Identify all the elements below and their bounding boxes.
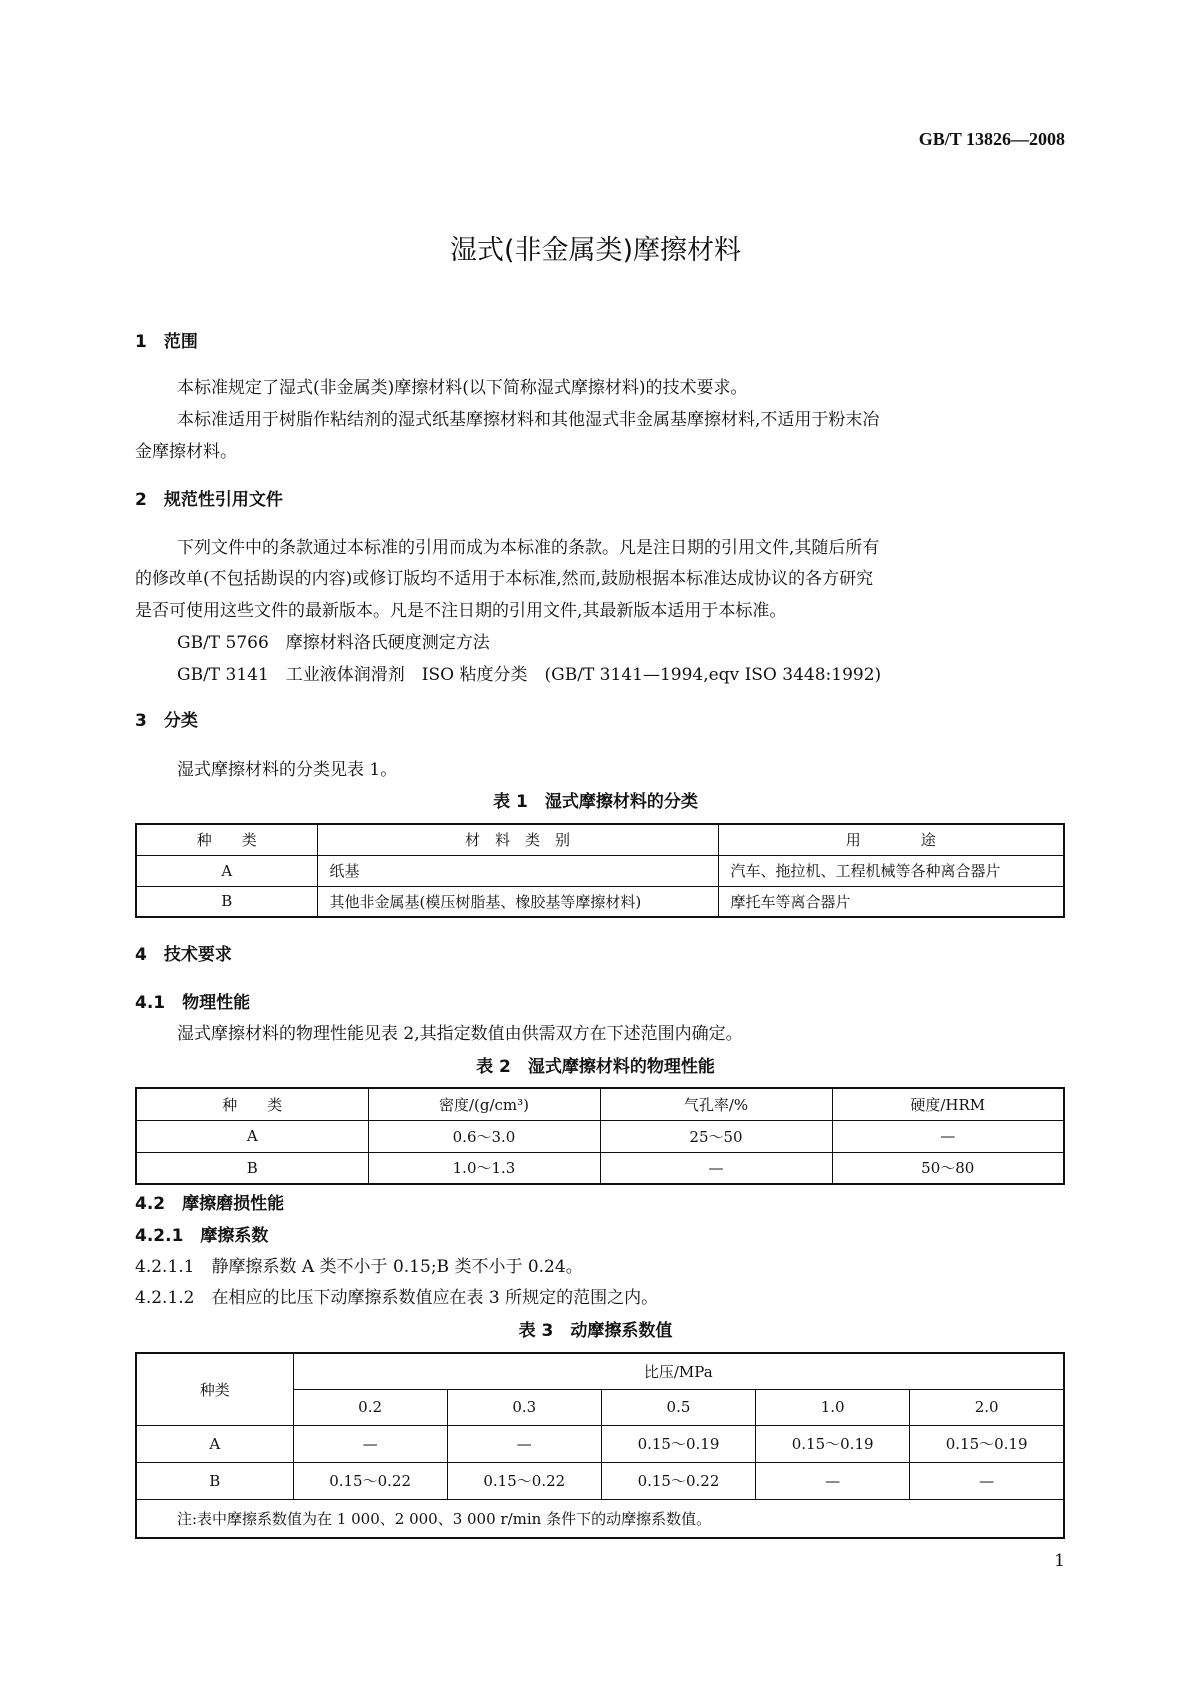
table-cell: 0.15～0.22 <box>293 1462 447 1499</box>
clause-4-2-1-1: 4.2.1.1 静摩擦系数 A 类不小于 0.15;B 类不小于 0.24。 <box>135 1257 583 1277</box>
table-row <box>136 1120 1064 1152</box>
table-cell: — <box>447 1425 601 1462</box>
table-cell: B <box>136 1462 293 1499</box>
table-cell: — <box>600 1152 832 1184</box>
table-row <box>136 886 1064 917</box>
table-note: 注:表中摩擦系数值为在 1 000、2 000、3 000 r/min 条件下的动摩擦系数值。 <box>136 1499 1064 1538</box>
table-cell: 0.15～0.22 <box>447 1462 601 1499</box>
table-header: 0.3 <box>447 1389 601 1425</box>
table-row <box>136 1425 1064 1462</box>
table-header: 种类 <box>136 1353 293 1425</box>
table-header: 种 类 <box>136 824 317 855</box>
table-cell: B <box>136 886 317 917</box>
table-row <box>136 855 1064 886</box>
table-cell: A <box>136 1425 293 1462</box>
table-header: 0.2 <box>293 1389 447 1425</box>
table2-caption: 表 2 湿式摩擦材料的物理性能 <box>476 1057 715 1077</box>
table-cell: — <box>832 1120 1064 1152</box>
table-cell: A <box>136 1120 368 1152</box>
page-number: 1 <box>1054 1551 1065 1571</box>
section-2-heading: 2 规范性引用文件 <box>135 490 283 510</box>
table-cell: 0.6～3.0 <box>368 1120 600 1152</box>
table-cell: 0.15～0.19 <box>756 1425 910 1462</box>
table-cell: 摩托车等离合器片 <box>718 886 1064 917</box>
clause-4-2-1-2: 4.2.1.2 在相应的比压下动摩擦系数值应在表 3 所规定的范围之内。 <box>135 1288 659 1308</box>
reference-item: GB/T 3141 工业液体润滑剂 ISO 粘度分类 (GB/T 3141—1994,eqv ISO 3448:1992) <box>177 665 882 685</box>
table-cell: 0.15～0.19 <box>601 1425 755 1462</box>
table-cell: — <box>756 1462 910 1499</box>
standard-number: GB/T 13826—2008 <box>918 129 1065 149</box>
table-header: 材 料 类 别 <box>317 824 718 855</box>
paragraph-line: 本标准规定了湿式(非金属类)摩擦材料(以下简称湿式摩擦材料)的技术要求。 <box>177 378 748 398</box>
table-header: 密度/(g/cm³) <box>368 1088 600 1120</box>
section-4-2-1-heading: 4.2.1 摩擦系数 <box>135 1226 269 1246</box>
table-header: 1.0 <box>756 1389 910 1425</box>
table2 <box>135 1087 1065 1185</box>
table-row <box>136 1152 1064 1184</box>
paragraph-line: 金摩擦材料。 <box>135 442 237 462</box>
table-cell: A <box>136 855 317 886</box>
table-cell: 50～80 <box>832 1152 1064 1184</box>
paragraph-line: 下列文件中的条款通过本标准的引用而成为本标准的条款。凡是注日期的引用文件,其随后所有 <box>177 538 880 558</box>
table-header: 种 类 <box>136 1088 368 1120</box>
table-header: 比压/MPa <box>293 1353 1064 1389</box>
table-cell: — <box>910 1462 1064 1499</box>
table-cell: 0.15～0.19 <box>910 1425 1064 1462</box>
table-cell: 0.15～0.22 <box>601 1462 755 1499</box>
table-cell: B <box>136 1152 368 1184</box>
table-cell: — <box>293 1425 447 1462</box>
table-header: 用 途 <box>718 824 1064 855</box>
table-header: 硬度/HRM <box>832 1088 1064 1120</box>
paragraph-line: 湿式摩擦材料的分类见表 1。 <box>177 760 398 780</box>
section-4-2-heading: 4.2 摩擦磨损性能 <box>135 1194 285 1214</box>
document-title: 湿式(非金属类)摩擦材料 <box>449 235 742 266</box>
table-row <box>136 1462 1064 1499</box>
section-1-heading: 1 范围 <box>135 332 198 352</box>
paragraph-line: 的修改单(不包括勘误的内容)或修订版均不适用于本标准,然而,鼓励根据本标准达成协议的各方研究 <box>135 569 874 589</box>
table-cell: 其他非金属基(模压树脂基、橡胶基等摩擦材料) <box>317 886 718 917</box>
section-3-heading: 3 分类 <box>135 711 198 731</box>
reference-item: GB/T 5766 摩擦材料洛氏硬度测定方法 <box>177 633 490 653</box>
section-4-1-heading: 4.1 物理性能 <box>135 993 251 1013</box>
section-4-heading: 4 技术要求 <box>135 945 232 965</box>
paragraph-line: 本标准适用于树脂作粘结剂的湿式纸基摩擦材料和其他湿式非金属基摩擦材料,不适用于粉末冶 <box>177 410 880 430</box>
paragraph-line: 湿式摩擦材料的物理性能见表 2,其指定数值由供需双方在下述范围内确定。 <box>177 1024 743 1044</box>
table-header: 气孔率/% <box>600 1088 832 1120</box>
table3 <box>135 1352 1065 1539</box>
table-header: 2.0 <box>910 1389 1064 1425</box>
table-cell: 汽车、拖拉机、工程机械等各种离合器片 <box>718 855 1064 886</box>
paragraph-line: 是否可使用这些文件的最新版本。凡是不注日期的引用文件,其最新版本适用于本标准。 <box>135 601 787 621</box>
table-cell: 纸基 <box>317 855 718 886</box>
table1 <box>135 823 1065 918</box>
table-cell: 1.0～1.3 <box>368 1152 600 1184</box>
table3-caption: 表 3 动摩擦系数值 <box>518 1321 673 1341</box>
table-header: 0.5 <box>601 1389 755 1425</box>
table1-caption: 表 1 湿式摩擦材料的分类 <box>493 792 698 812</box>
table-cell: 25～50 <box>600 1120 832 1152</box>
